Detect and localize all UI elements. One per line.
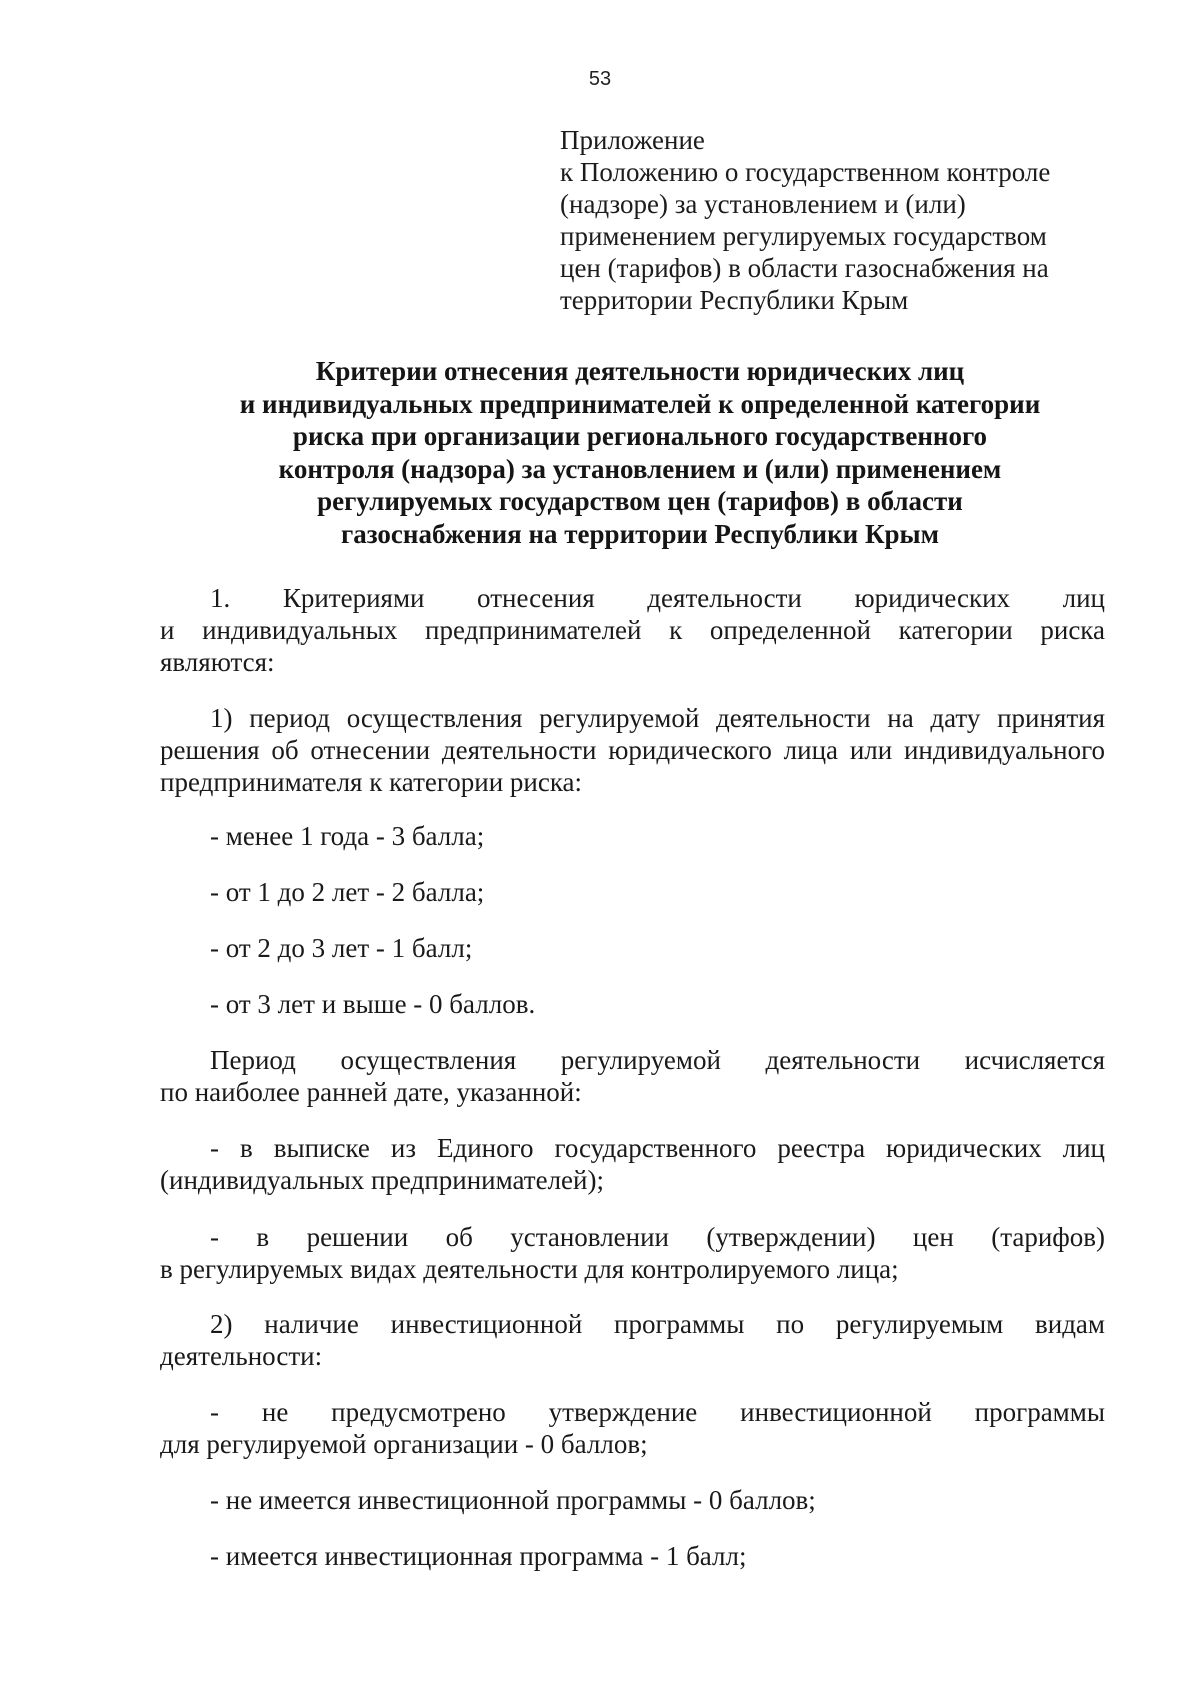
appendix-line: к Положению о государственном контроле bbox=[560, 157, 1051, 187]
paragraph-line: 1) период осуществления регулируемой деятельности на дату принятия bbox=[210, 703, 1105, 733]
paragraph-line: - в решении об установлении (утверждении) цен (тарифов) bbox=[210, 1222, 1105, 1252]
paragraph-line: являются: bbox=[160, 647, 275, 677]
paragraph-no-program-required bbox=[160, 1396, 1105, 1460]
paragraph-line: 1. Критериями отнесения деятельности юридических лиц bbox=[210, 583, 1105, 613]
paragraph-line: решения об отнесении деятельности юридического лица или индивидуального bbox=[160, 735, 1105, 765]
appendix-line: территории Республики Крым bbox=[560, 285, 909, 315]
paragraph-line: (индивидуальных предпринимателей); bbox=[160, 1165, 604, 1195]
bullet-text: - имеется инвестиционная программа - 1 балл; bbox=[210, 1541, 747, 1571]
appendix-header bbox=[560, 124, 1120, 316]
paragraph-criterion-2 bbox=[160, 1308, 1105, 1372]
paragraph-line: деятельности: bbox=[160, 1341, 323, 1371]
paragraph-line: предпринимателя к категории риска: bbox=[160, 767, 583, 797]
title-line: и индивидуальных предпринимателей к определенной категории bbox=[239, 388, 1041, 419]
bullet-text: - от 3 лет и выше - 0 баллов. bbox=[210, 989, 536, 1019]
bullet-text: - от 1 до 2 лет - 2 балла; bbox=[210, 877, 485, 907]
bullet-text: - не имеется инвестиционной программы - 0 баллов; bbox=[210, 1485, 816, 1515]
appendix-line: цен (тарифов) в области газоснабжения на bbox=[560, 253, 1049, 283]
bullet-text: - менее 1 года - 3 балла; bbox=[210, 821, 485, 851]
paragraph-line: по наиболее ранней дате, указанной: bbox=[160, 1077, 582, 1107]
paragraph-tariff-decision bbox=[160, 1221, 1105, 1285]
page-number: 53 bbox=[588, 68, 612, 90]
list-item bbox=[160, 1484, 1105, 1516]
list-item bbox=[160, 1540, 1105, 1572]
paragraph-line: Период осуществления регулируемой деятельности исчисляется bbox=[210, 1045, 1105, 1075]
list-item bbox=[160, 988, 1105, 1020]
appendix-line: применением регулируемых государством bbox=[560, 221, 1047, 251]
list-item bbox=[160, 820, 1105, 852]
document-title bbox=[160, 355, 1120, 550]
list-item bbox=[160, 876, 1105, 908]
title-line: контроля (надзора) за установлением и (или) применением bbox=[278, 453, 1002, 484]
title-line: газоснабжения на территории Республики Крым bbox=[340, 518, 940, 549]
title-line: Критерии отнесения деятельности юридических лиц bbox=[315, 356, 965, 386]
paragraph-registry-extract bbox=[160, 1132, 1105, 1196]
list-item bbox=[160, 932, 1105, 964]
paragraph-line: - в выписке из Единого государственного реестра юридических лиц bbox=[210, 1133, 1105, 1163]
paragraph-line: 2) наличие инвестиционной программы по регулируемым видам bbox=[210, 1309, 1105, 1339]
paragraph-line: - не предусмотрено утверждение инвестиционной программы bbox=[210, 1397, 1105, 1427]
paragraph-line: для регулируемой организации - 0 баллов; bbox=[160, 1429, 648, 1459]
paragraph-period-calc bbox=[160, 1044, 1105, 1108]
paragraph-line: в регулируемых видах деятельности для контролируемого лица; bbox=[160, 1254, 899, 1284]
paragraph-criteria-intro bbox=[160, 582, 1105, 678]
bullet-text: - от 2 до 3 лет - 1 балл; bbox=[210, 933, 473, 963]
appendix-line: (надзоре) за установлением и (или) bbox=[560, 189, 966, 219]
title-line: регулируемых государством цен (тарифов) в области bbox=[317, 486, 963, 516]
paragraph-criterion-1 bbox=[160, 702, 1105, 798]
paragraph-line: и индивидуальных предпринимателей к определенной категории риска bbox=[160, 615, 1105, 645]
title-line: риска при организации регионального государственного bbox=[292, 421, 988, 451]
appendix-line: Приложение bbox=[560, 125, 705, 155]
